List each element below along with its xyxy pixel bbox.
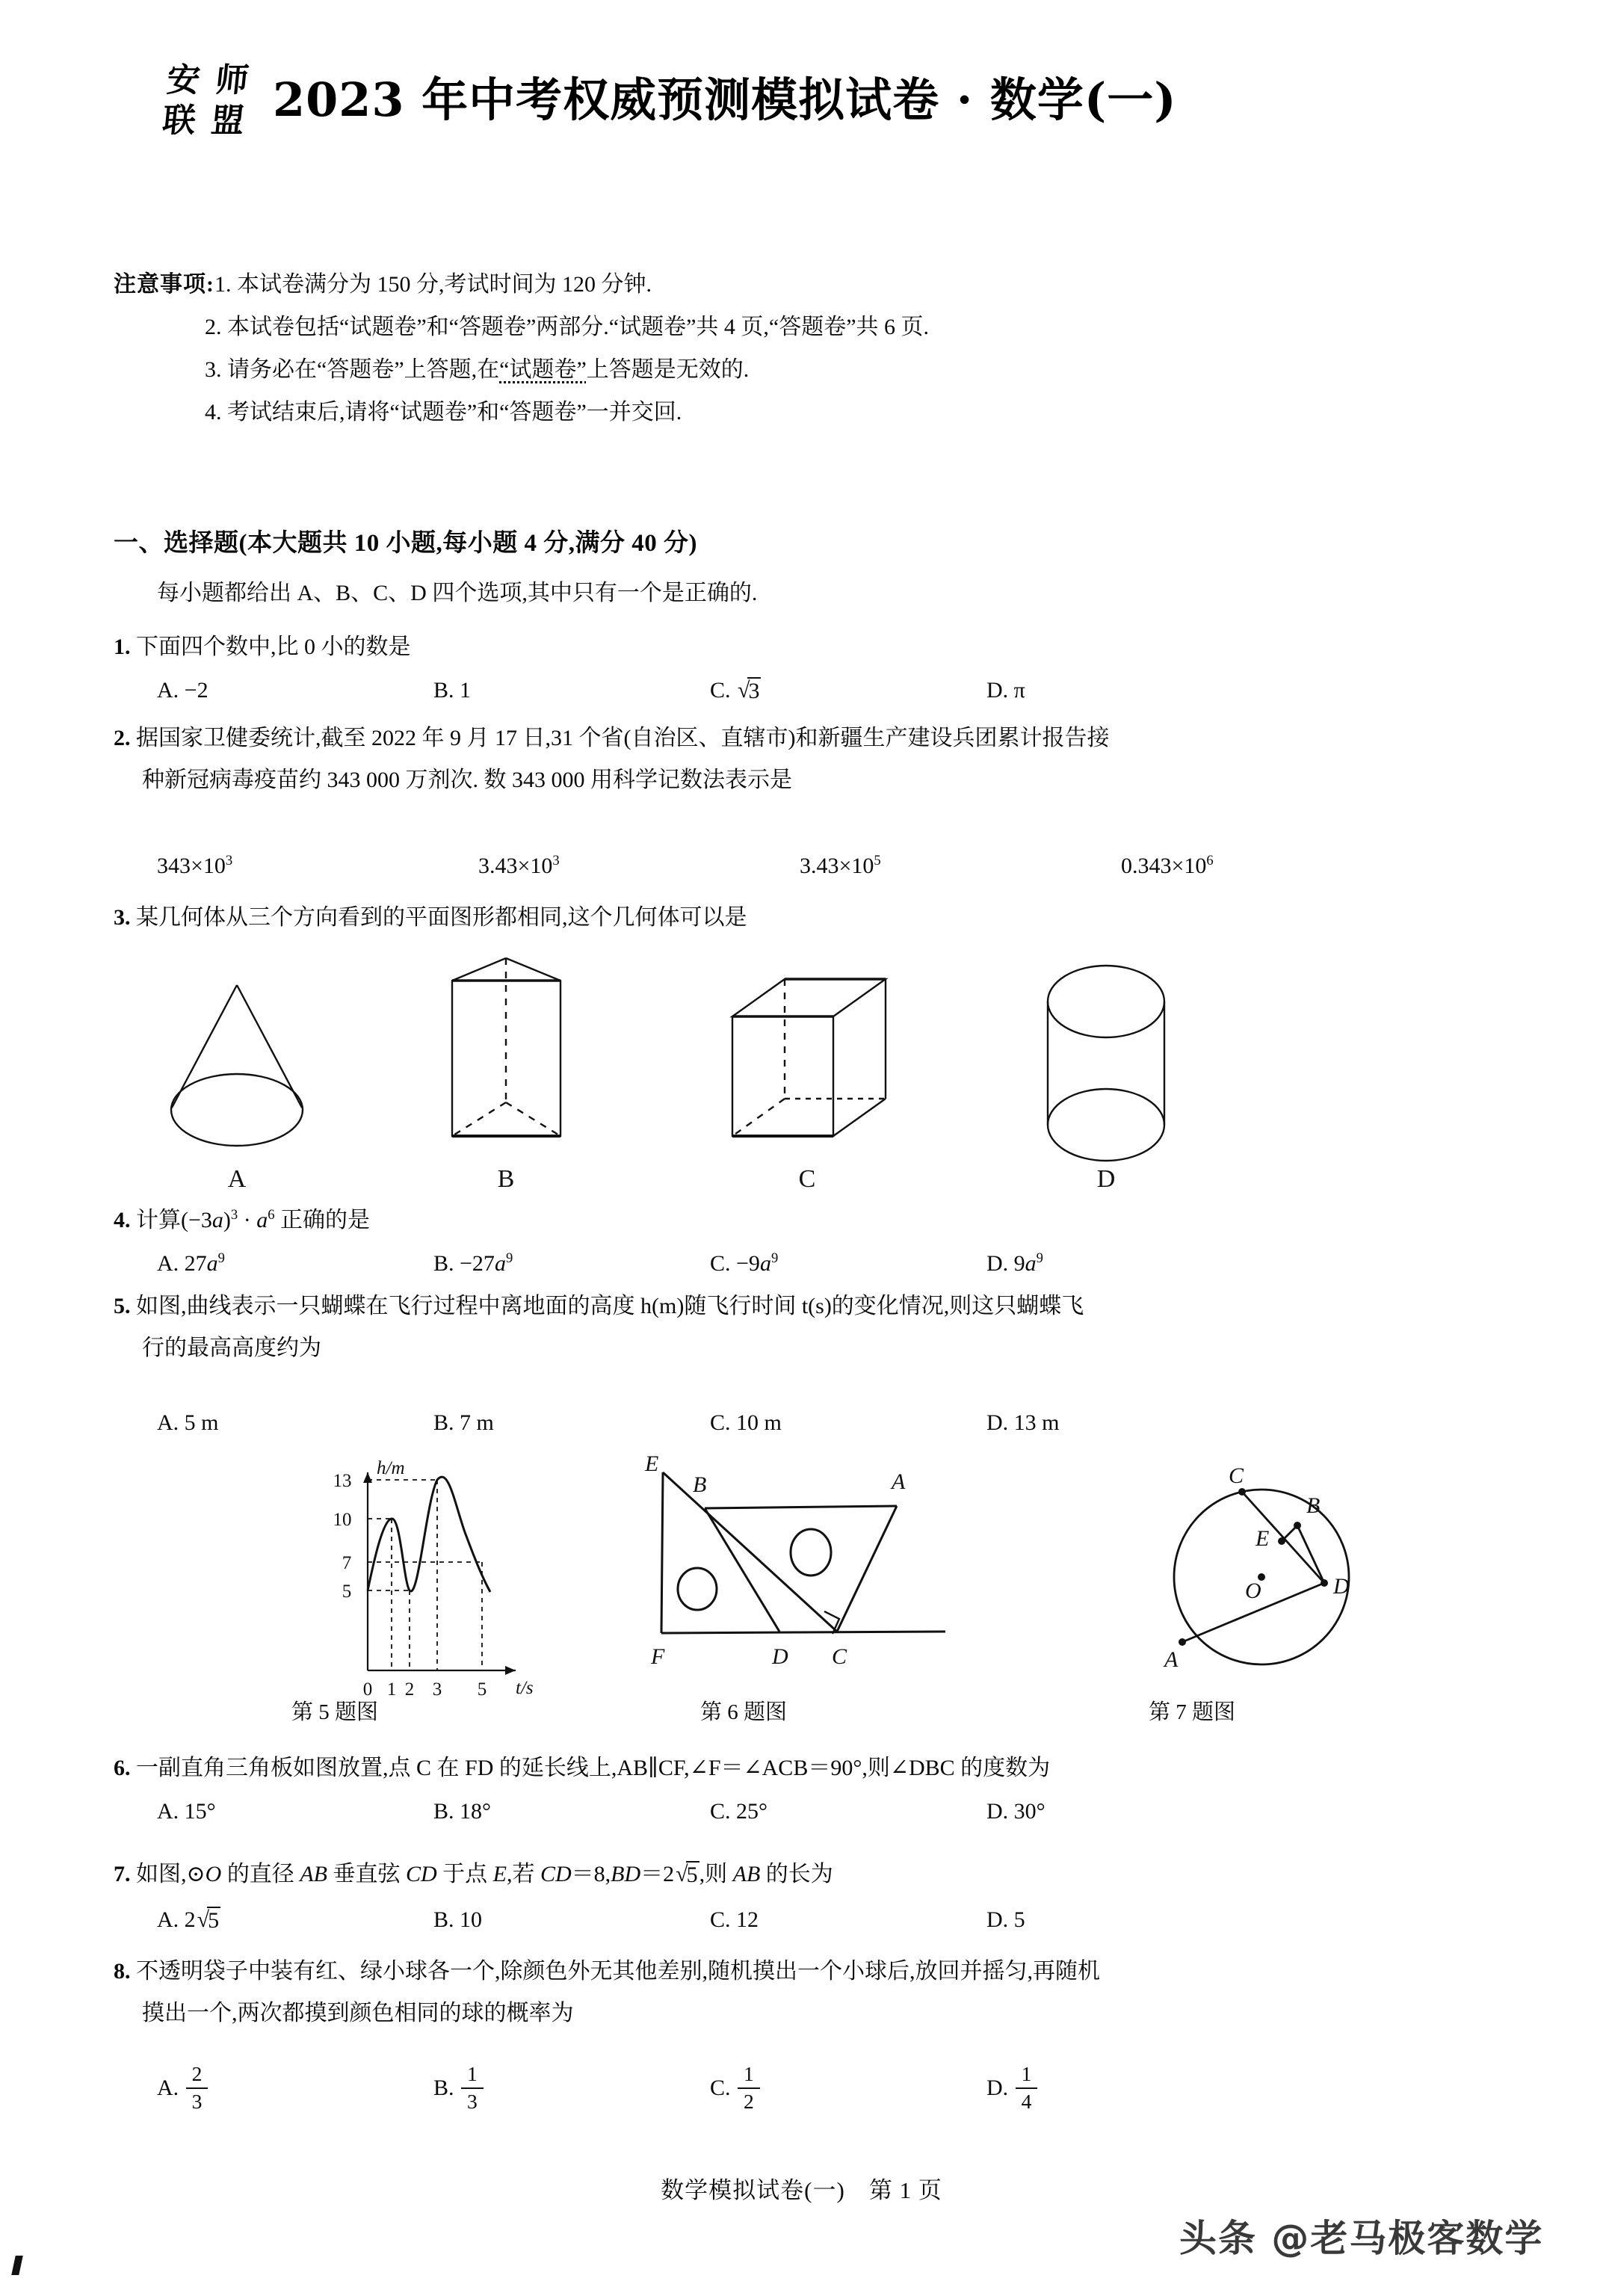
option-7-A[interactable]: A. 2√5 (157, 1907, 220, 1933)
option-1-B[interactable]: B. 1 (433, 678, 472, 703)
option-6-B[interactable]: B. 18° (433, 1799, 492, 1824)
option-8-D-label: D. (986, 2075, 1009, 2100)
question-2-text-1: 据国家卫健委统计,截至 2022 年 9 月 17 日,31 个省(自治区、直辖市)和新疆生产建设兵团累计报告接 (136, 726, 1110, 750)
publisher-logo (152, 61, 258, 142)
question-8-options (157, 2064, 1487, 2115)
question-3-stem (114, 897, 747, 939)
question-3 (114, 897, 747, 939)
figure-6-triangle-rulers (639, 1451, 1013, 1682)
option-2-C[interactable]: $3.43\times 10^5$ (800, 853, 881, 878)
fig5-ytick-10: 10 (333, 1510, 352, 1530)
fig5-xaxis-label: t/s (516, 1678, 534, 1698)
question-5-text-1: 如图,曲线表示一只蝴蝶在飞行过程中离地面的高度 h(m)随飞行时间 t(s)的变化情况,则这只蝴蝶飞 (136, 1294, 1084, 1318)
notice-line-2: 2. 本试卷包括“试题卷”和“答题卷”两部分.“试题卷”共 4 页,“答题卷”共 6 页. (205, 315, 930, 339)
question-6-stem (114, 1747, 1050, 1789)
option-8-D[interactable]: D. $\frac{1}{4}$ (986, 2064, 1263, 2115)
fig7-point-A: A (1164, 1647, 1179, 1672)
fig6-point-E: E (645, 1451, 659, 1476)
fig5-ytick-5: 5 (342, 1581, 352, 1602)
option-6-C[interactable]: C. 25° (710, 1799, 768, 1824)
option-5-B[interactable]: B. 7 m (433, 1410, 494, 1435)
question-2-number: 2. (114, 726, 131, 750)
figure-7-circle (1151, 1457, 1465, 1682)
fig7-point-B: B (1306, 1493, 1321, 1518)
question-2-stem-line1 (114, 718, 1109, 759)
question-1-options (157, 673, 1487, 709)
question-7 (114, 1854, 833, 1895)
fig5-xtick-1: 1 (386, 1679, 397, 1700)
question-5-stem-line1 (114, 1286, 1084, 1327)
notice-label: 注意事项: (114, 272, 214, 297)
option-4-B[interactable]: B. $-27a^9$ (433, 1250, 513, 1276)
question-8 (114, 1951, 1100, 2034)
shape-label-D: D (1096, 1165, 1116, 1193)
question-1 (114, 626, 411, 668)
question-4-number: 4. (114, 1208, 131, 1232)
shape-label-A: A (227, 1165, 247, 1193)
option-6-D[interactable]: D. 30° (986, 1799, 1045, 1824)
notice-line-4: 4. 考试结束后,请将“试题卷”和“答题卷”一并交回. (205, 400, 682, 425)
question-4-stem (114, 1194, 370, 1241)
question-6-number: 6. (114, 1756, 131, 1780)
question-7-number: 7. (114, 1862, 131, 1886)
shape-cone (171, 985, 303, 1146)
option-8-A[interactable]: A. $\frac{2}{3}$ (157, 2064, 433, 2115)
question-5 (114, 1286, 1084, 1369)
fig6-point-D: D (772, 1644, 788, 1669)
fig5-ytick-7: 7 (342, 1553, 352, 1573)
option-8-C-label: C. (710, 2075, 731, 2100)
page-header (112, 58, 1510, 148)
fig5-yaxis-label: h/m (377, 1458, 405, 1478)
fig7-point-O: O (1245, 1578, 1261, 1603)
option-6-A[interactable]: A. 15° (157, 1799, 216, 1824)
option-2-A[interactable]: $343\times 10^3$ (157, 853, 233, 878)
fig5-xtick-2: 2 (404, 1679, 415, 1700)
notice-block (114, 263, 1519, 433)
page-edge-mark (11, 2256, 23, 2275)
question-3-number: 3. (114, 905, 131, 930)
question-8-stem-line1 (114, 1951, 1100, 1993)
fig6-point-C: C (832, 1644, 847, 1669)
option-8-A-label: A. (157, 2075, 179, 2100)
logo-char-1: 安 (164, 61, 203, 99)
option-5-A[interactable]: A. 5 m (157, 1410, 219, 1435)
question-3-figures (112, 949, 1457, 1196)
notice-text-1: 1. 本试卷满分为 150 分,考试时间为 120 分钟. (214, 272, 652, 297)
option-1-A[interactable]: A. −2 (157, 678, 209, 703)
logo-char-2: 师 (213, 61, 251, 99)
figure-7-caption: 第 7 题图 (1149, 1700, 1236, 1724)
fig7-point-E: E (1255, 1526, 1270, 1551)
question-5-stem-line2: 行的最高高度约为 (142, 1336, 321, 1360)
shape-cube (732, 979, 886, 1136)
shape-label-C: C (798, 1165, 816, 1193)
question-1-stem (114, 626, 411, 668)
fig6-point-A: A (892, 1469, 906, 1494)
fig5-xtick-5: 5 (477, 1679, 487, 1700)
option-1-D[interactable]: D. π (986, 678, 1025, 703)
question-1-text: 下面四个数中,比 0 小的数是 (136, 635, 411, 659)
option-7-D[interactable]: D. 5 (986, 1907, 1025, 1932)
option-5-C[interactable]: C. 10 m (710, 1410, 782, 1435)
logo-char-3: 联 (161, 102, 198, 140)
figure-5-butterfly-graph (299, 1457, 590, 1700)
fig5-xtick-3: 3 (432, 1679, 442, 1700)
question-5-options (157, 1405, 1487, 1441)
question-8-stem-line2: 摸出一个,两次都摸到颜色相同的球的概率为 (142, 2001, 574, 2025)
fig6-point-B: B (693, 1472, 707, 1497)
option-4-A[interactable]: A. $27a^9$ (157, 1250, 225, 1276)
notice-line-3-emphasis: “试题卷” (499, 357, 587, 382)
notice-line-3-c: 上答题是无效的. (586, 357, 750, 382)
shape-label-B: B (497, 1165, 515, 1193)
question-4-options (157, 1241, 1487, 1282)
question-7-text: 如图,⊙O 的直径 AB 垂直弦 CD 于点 E,若 CD＝8,BD＝2√5,则 AB 的长为 (136, 1862, 833, 1887)
option-7-C[interactable]: C. 12 (710, 1907, 759, 1932)
option-4-D[interactable]: D. $9a^9$ (986, 1250, 1043, 1276)
option-8-B[interactable]: B. $\frac{1}{3}$ (433, 2064, 710, 2115)
question-6 (114, 1747, 1050, 1789)
question-1-number: 1. (114, 635, 131, 659)
fig7-point-C: C (1229, 1463, 1244, 1488)
notice-line-3-a: 3. 请务必在“答题卷”上答题,在 (205, 357, 500, 382)
fig5-ytick-13: 13 (333, 1471, 352, 1491)
option-8-C[interactable]: C. $\frac{1}{2}$ (710, 2064, 986, 2115)
figure-6-caption: 第 6 题图 (700, 1700, 788, 1724)
fig7-point-D: D (1333, 1574, 1350, 1599)
fig5-xtick-0: 0 (362, 1679, 373, 1700)
watermark: 头条 @老马极客数学 (1179, 2217, 1544, 2260)
question-3-text: 某几何体从三个方向看到的平面图形都相同,这个几何体可以是 (136, 905, 747, 930)
option-2-D[interactable]: $0.343\times 10^6$ (1121, 853, 1214, 878)
question-6-options (157, 1794, 1487, 1830)
option-7-B[interactable]: B. 10 (433, 1907, 483, 1932)
notice-line-1 (114, 263, 1519, 306)
shape-triangular-prism (452, 958, 560, 1136)
question-4-text: 计算$(-3a)^3 \cdot a^6$ 正确的是 (136, 1207, 371, 1232)
option-5-D[interactable]: D. 13 m (986, 1410, 1060, 1435)
question-2-options (157, 843, 1487, 884)
shape-cylinder (1048, 966, 1164, 1161)
fig6-point-F: F (651, 1644, 665, 1669)
page-title: 2023 年中考权威预测模拟试卷 · 数学(一) (273, 72, 1177, 127)
question-7-options (157, 1902, 1487, 1938)
section-subheading: 每小题都给出 A、B、C、D 四个选项,其中只有一个是正确的. (157, 581, 758, 605)
logo-char-4: 盟 (209, 102, 247, 140)
question-2 (114, 718, 1109, 801)
question-7-stem (114, 1854, 833, 1895)
notice-line-3 (205, 348, 1519, 391)
question-2-stem-line2: 种新冠病毒疫苗约 343 000 万剂次. 数 343 000 用科学记数法表示是 (142, 768, 792, 792)
question-5-number: 5. (114, 1294, 131, 1318)
question-6-text: 一副直角三角板如图放置,点 C 在 FD 的延长线上,AB∥CF,∠F＝∠ACB＝90°,则∠DBC 的度数为 (136, 1756, 1051, 1780)
section-heading-choice: 一、选择题(本大题共 10 小题,每小题 4 分,满分 40 分) (114, 530, 697, 557)
option-8-B-label: B. (433, 2075, 454, 2100)
option-2-B[interactable]: $3.43\times 10^3$ (478, 853, 560, 878)
figure-5-caption: 第 5 题图 (291, 1700, 379, 1724)
page-footer: 数学模拟试卷(一) 第 1 页 (661, 2177, 942, 2203)
question-8-number: 8. (114, 1959, 131, 1984)
question-4 (114, 1194, 370, 1241)
option-4-C[interactable]: C. $-9a^9$ (710, 1250, 779, 1276)
option-1-C[interactable]: C. √3 (710, 678, 760, 703)
question-8-text-1: 不透明袋子中装有红、绿小球各一个,除颜色外无其他差别,随机摸出一个小球后,放回并摇匀,再随机 (136, 1959, 1100, 1984)
